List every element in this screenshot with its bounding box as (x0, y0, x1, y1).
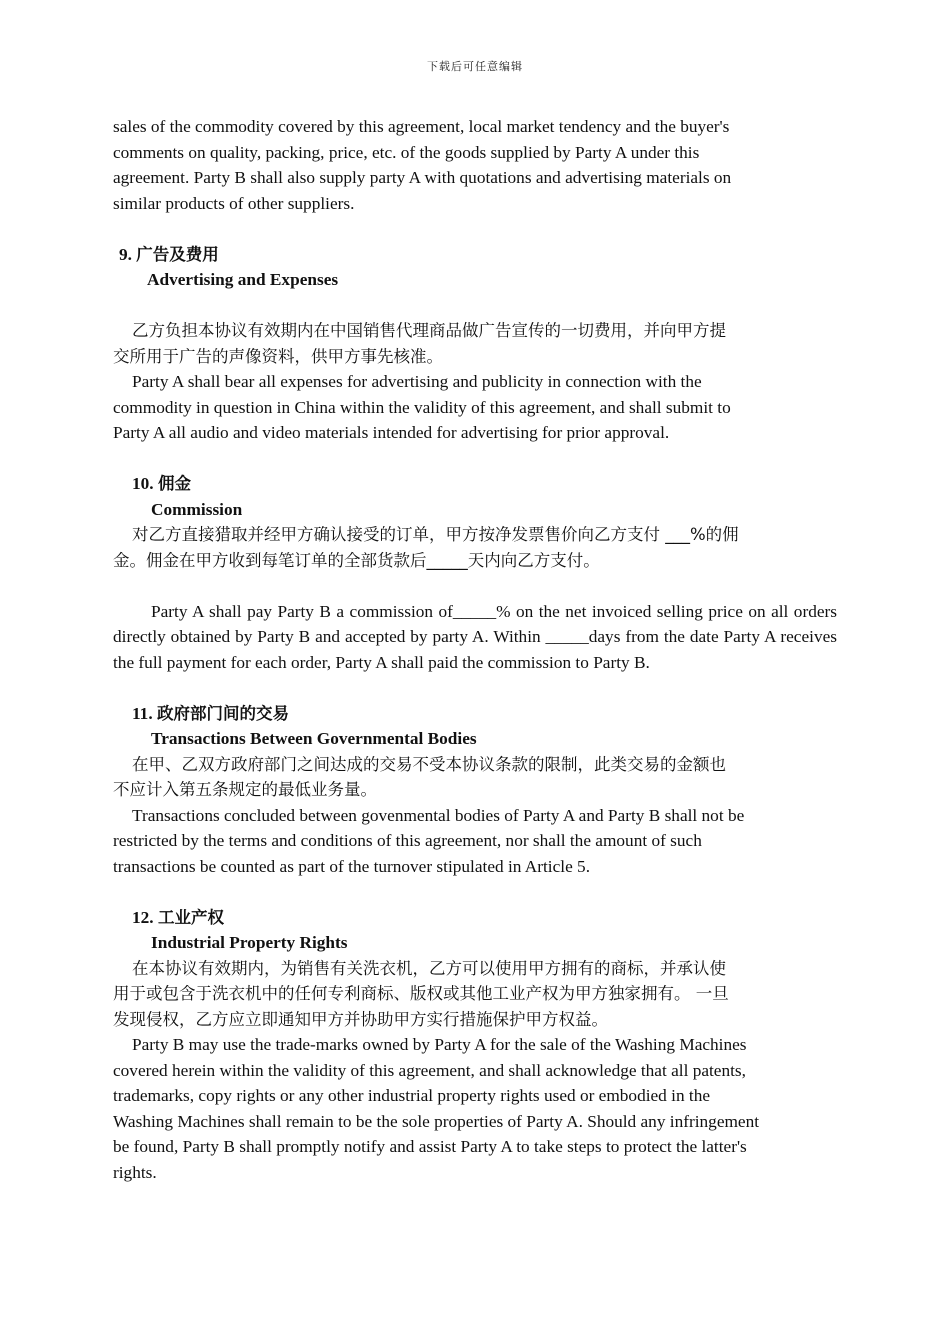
section-title-en: Commission (151, 499, 243, 519)
en-paragraph: Party A shall pay Party B a commission of_____% on the net invoiced selling price on all orders directly obtained by Party B and accepted by party A. Within _____days from the date Party A receives the full payment for each order, Party A shall paid the commission to Party B. (113, 601, 837, 672)
cn-line: 金。佣金在甲方收到每笔订单的全部货款后_____天内向乙方支付。 (113, 550, 600, 570)
cn-line: 不应计入第五条规定的最低业务量。 (113, 780, 377, 799)
intro-paragraph (113, 114, 837, 216)
section-heading-cn (113, 701, 837, 727)
cn-line: 交所用于广告的声像资料，供甲方事先核准。 (113, 346, 443, 366)
en-line: Transactions concluded between govenmental bodies of Party A and Party B shall not be (132, 805, 745, 825)
section-heading-cn (113, 471, 837, 497)
section-title-cn: 政府部门间的交易 (156, 703, 289, 723)
cn-line: 在本协议有效期内，为销售有关洗衣机，乙方可以使用甲方拥有的商标，并承认使 (132, 958, 726, 978)
page-header: 下载后可任意编辑 (427, 60, 523, 73)
en-line: be found, Party B shall promptly notify and assist Party A to take steps to protect the latter's (113, 1137, 747, 1156)
en-line: Party A all audio and video materials intended for advertising for prior approval. (113, 423, 670, 442)
intro-line: comments on quality, packing, price, etc. of the goods supplied by Party A under this (113, 142, 700, 162)
en-line: Party B may use the trade-marks owned by Party A for the sale of the Washing Machines (132, 1035, 747, 1054)
section-number: 9. (119, 244, 132, 264)
section-heading-cn (113, 242, 837, 268)
cn-line: 用于或包含于洗衣机中的任何专利商标、版权或其他工业产权为甲方独家拥有。 一旦 (113, 984, 729, 1003)
en-line: transactions be counted as part of the turnover stipulated in Article 5. (113, 856, 591, 876)
section-title-en: Industrial Property Rights (151, 933, 348, 952)
section-12 (113, 905, 837, 1186)
en-line: commodity in question in China within the validity of this agreement, and shall submit to (113, 397, 731, 417)
intro-line: sales of the commodity covered by this agreement, local market tendency and the buyer's (113, 117, 730, 136)
section-heading-cn (113, 905, 837, 931)
cn-line: 乙方负担本协议有效期内在中国销售代理商品做广告宣传的一切费用，并向甲方提 (132, 321, 726, 340)
en-line: restricted by the terms and conditions of this agreement, nor shall the amount of such (113, 831, 702, 850)
en-line: Party A shall bear all expenses for advertising and publicity in connection with the (132, 372, 702, 391)
section-9 (113, 242, 837, 446)
section-number: 12. (132, 907, 154, 927)
section-10 (113, 471, 837, 675)
section-title-cn: 工业产权 (157, 907, 224, 927)
cn-line: 在甲、乙双方政府部门之间达成的交易不受本协议条款的限制，此类交易的金额也 (132, 754, 726, 774)
section-number: 10. (132, 474, 154, 493)
section-title-cn: 广告及费用 (136, 244, 219, 264)
section-title-en: Advertising and Expenses (147, 270, 339, 289)
cn-line: 发现侵权，乙方应立即通知甲方并协助甲方实行措施保护甲方权益。 (113, 1009, 608, 1029)
section-number: 11. (132, 703, 153, 723)
en-line: covered herein within the validity of this agreement, and shall acknowledge that all patents, (113, 1060, 746, 1080)
document-body (113, 114, 837, 1185)
en-line: Washing Machines shall remain to be the sole properties of Party A. Should any infringement (113, 1111, 760, 1131)
intro-line: agreement. Party B shall also supply party A with quotations and advertising materials on (113, 168, 732, 187)
intro-line: similar products of other suppliers. (113, 193, 355, 213)
section-title-cn: 佣金 (157, 474, 191, 493)
section-11 (113, 701, 837, 880)
en-line: rights. (113, 1162, 157, 1182)
en-line: trademarks, copy rights or any other industrial property rights used or embodied in the (113, 1086, 711, 1105)
cn-line: 对乙方直接猎取并经甲方确认接受的订单，甲方按净发票售价向乙方支付 ___%的佣 (132, 525, 739, 544)
section-title-en: Transactions Between Governmental Bodies (151, 729, 477, 748)
